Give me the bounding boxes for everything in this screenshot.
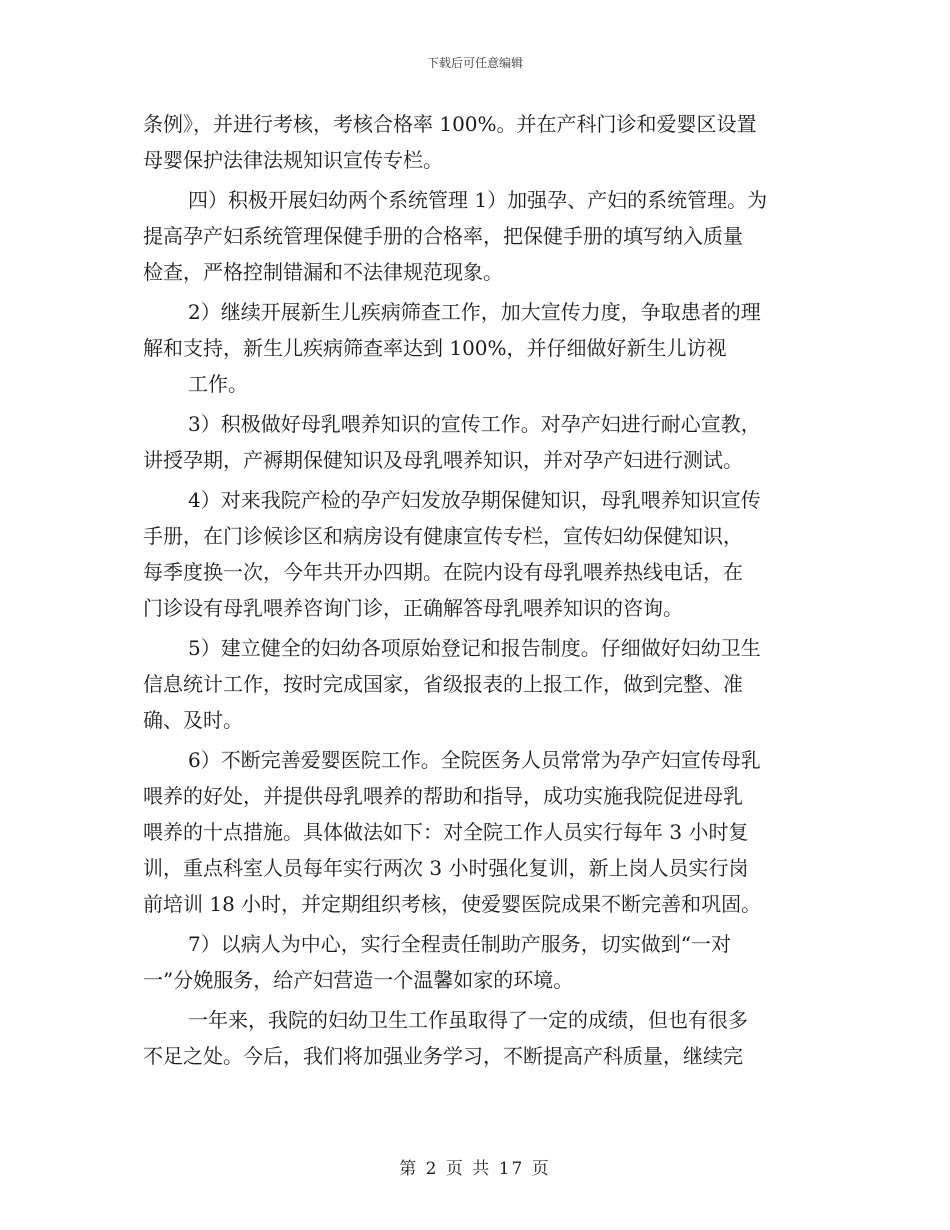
text-line: 母婴保护法律法规知识宣传专栏。 bbox=[143, 148, 443, 172]
paragraph bbox=[143, 1002, 809, 1074]
text-line: 每季度换一次，今年共开办四期。在院内设有母乳喂养热线电话，在 bbox=[143, 560, 743, 584]
paragraph bbox=[143, 106, 809, 178]
text-line: 不足之处。今后，我们将加强业务学习，不断提高产科质量，继续完 bbox=[143, 1044, 743, 1068]
paragraph bbox=[143, 926, 809, 998]
text-line: 提高孕产妇系统管理保健手册的合格率，把保健手册的填写纳入质量 bbox=[143, 224, 743, 248]
text-line: 讲授孕期，产褥期保健知识及母乳喂养知识，并对孕产妇进行测试。 bbox=[143, 448, 743, 472]
text-line: 训，重点科室人员每年实行两次 3 小时强化复训，新上岗人员实行岗 bbox=[143, 856, 749, 880]
paragraph bbox=[143, 294, 809, 402]
paragraph bbox=[143, 182, 809, 290]
text-line: 检查，严格控制错漏和不法律规范现象。 bbox=[143, 260, 503, 284]
text-line: 工作。 bbox=[188, 372, 248, 396]
text-line: 确、及时。 bbox=[143, 708, 243, 732]
text-line: 解和支持，新生儿疾病筛查率达到 100%，并仔细做好新生儿访视 bbox=[143, 336, 727, 360]
text-line: 喂养的好处，并提供母乳喂养的帮助和指导，成功实施我院促进母乳 bbox=[143, 784, 743, 808]
text-line: 手册，在门诊候诊区和病房设有健康宣传专栏，宣传妇幼保健知识， bbox=[143, 524, 743, 548]
text-line: 门诊设有母乳喂养咨询门诊，正确解答母乳喂养知识的咨询。 bbox=[143, 596, 683, 620]
text-line: 四）积极开展妇幼两个系统管理 1）加强孕、产妇的系统管理。为 bbox=[188, 188, 768, 212]
document-body bbox=[143, 106, 809, 1074]
page-header: 下载后可任意编辑 bbox=[426, 56, 523, 70]
text-line: 4）对来我院产检的孕产妇发放孕期保健知识，母乳喂养知识宣传 bbox=[188, 488, 761, 512]
paragraph bbox=[143, 406, 809, 478]
text-line: 3）积极做好母乳喂养知识的宣传工作。对孕产妇进行耐心宣教， bbox=[188, 412, 761, 436]
text-line: 信息统计工作，按时完成国家，省级报表的上报工作，做到完整、准 bbox=[143, 672, 743, 696]
text-line: 一年来，我院的妇幼卫生工作虽取得了一定的成绩，但也有很多 bbox=[188, 1008, 748, 1032]
text-line: 条例》，并进行考核，考核合格率 100%。并在产科门诊和爱婴区设置 bbox=[143, 112, 757, 136]
text-line: 2）继续开展新生儿疾病筛查工作，加大宣传力度，争取患者的理 bbox=[188, 300, 761, 324]
paragraph bbox=[143, 630, 809, 738]
paragraph bbox=[143, 482, 809, 626]
text-line: 6）不断完善爱婴医院工作。全院医务人员常常为孕产妇宣传母乳 bbox=[188, 748, 761, 772]
text-line: 一”分娩服务，给产妇营造一个温馨如家的环境。 bbox=[143, 968, 574, 992]
page-number-footer: 第 2 页 共 17 页 bbox=[399, 1159, 551, 1179]
text-line: 喂养的十点措施。具体做法如下：对全院工作人员实行每年 3 小时复 bbox=[143, 820, 749, 844]
text-line: 5）建立健全的妇幼各项原始登记和报告制度。仔细做好妇幼卫生 bbox=[188, 636, 761, 660]
paragraph bbox=[143, 742, 809, 922]
text-line: 7）以病人为中心，实行全程责任制助产服务，切实做到“一对 bbox=[188, 932, 731, 956]
text-line: 前培训 18 小时，并定期组织考核，使爱婴医院成果不断完善和巩固。 bbox=[143, 892, 762, 916]
